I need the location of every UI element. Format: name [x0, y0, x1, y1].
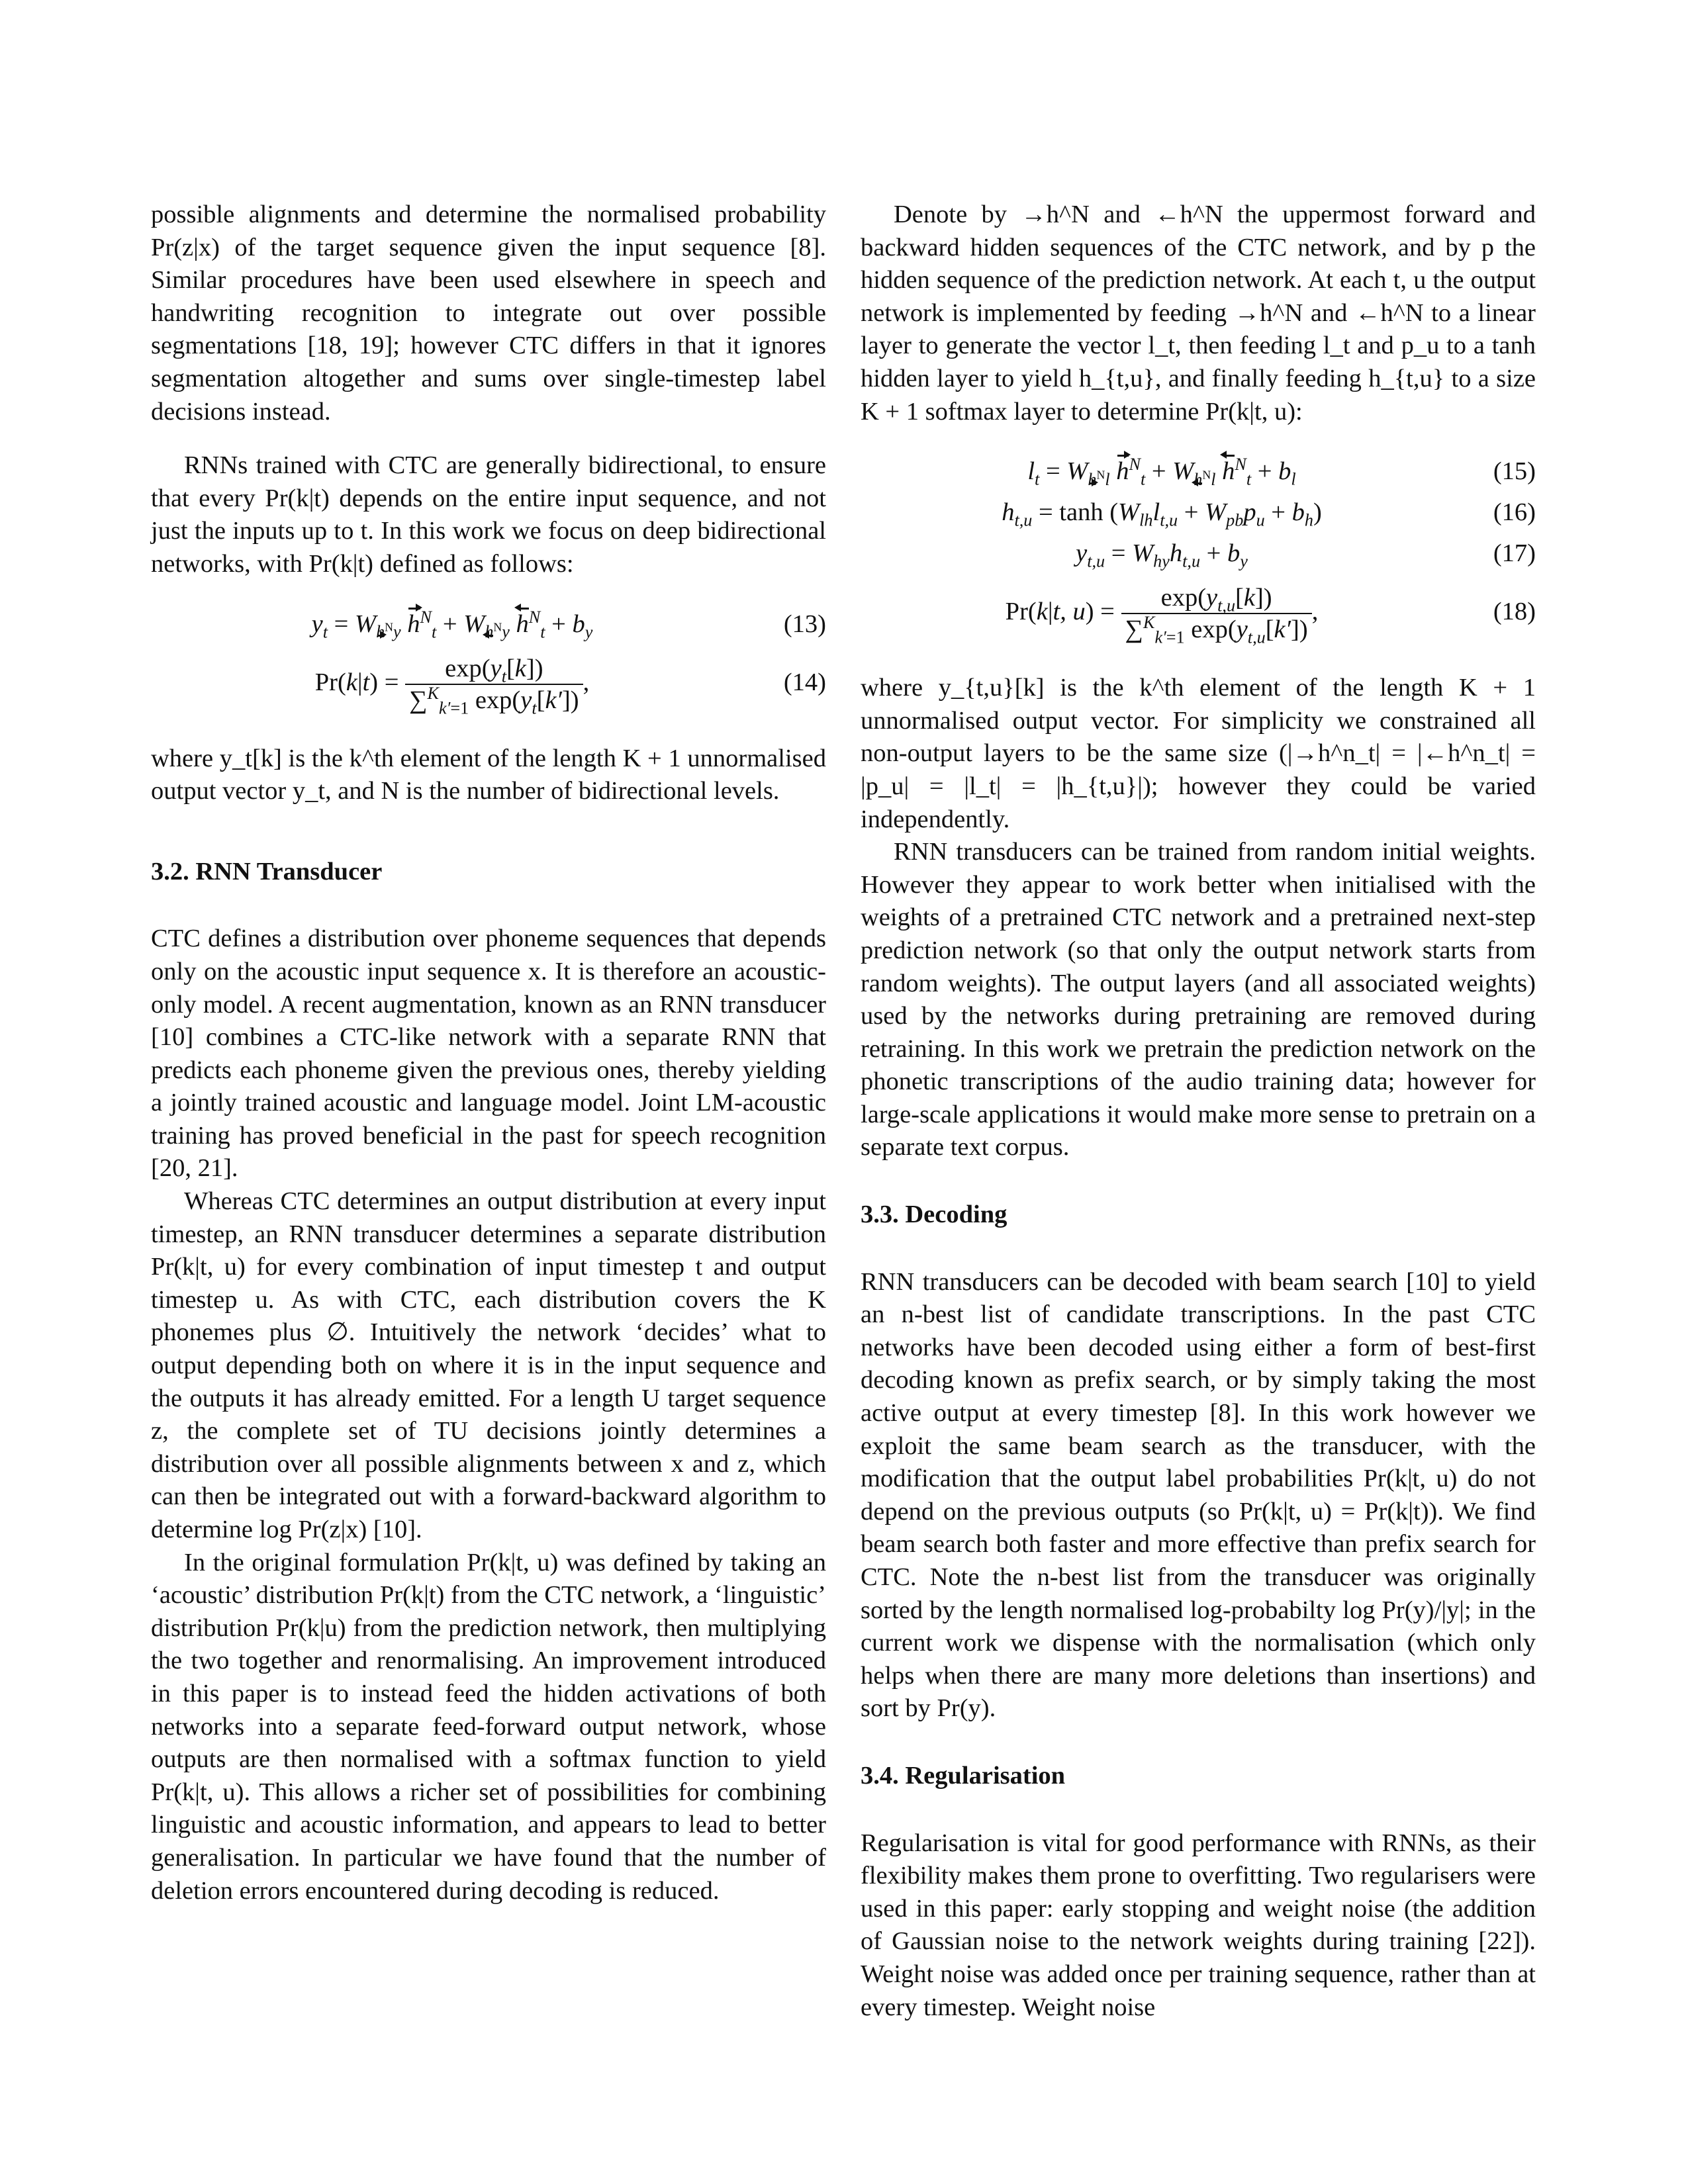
spacer [861, 428, 1536, 449]
spacer [861, 1725, 1536, 1760]
spacer [861, 651, 1536, 672]
left-paragraph-1: possible alignments and determine the normalised probability Pr(z|x) of the target sequence given the input sequence [8]. Similar procedures have been used elsewhere in speech and handwriting recognition to integrate out over possible segmentations [18, 19]; however CTC differs in that it ignores segmentation altogether and sums over single-timestep label decisions instead. [151, 201, 826, 426]
section-heading-3-2: 3.2. RNN Transducer [151, 857, 383, 886]
equation-14-number: (14) [783, 668, 826, 696]
equation-15-number: (15) [1493, 457, 1536, 486]
left-paragraph-2: RNNs trained with CTC are generally bidirectional, to ensure that every Pr(k|t) depends on the entire input sequence, and not just the inputs up to t. In this work we focus on deep bidirectional networks, with Pr(k|t) defined as follows: [151, 451, 826, 578]
left-paragraph-6: In the original formulation Pr(k|t, u) was defined by taking an ‘acoustic’ distribution Pr(k|t) from the CTC network, a ‘linguistic’ distribution Pr(k|u) from the prediction network, then multiplying the two together and renormalising. An improvement introduced in this paper is to instead feed the hidden activations of both networks into a separate feed-forward output network, whose outputs are then normalised with a softmax function to yield Pr(k|t, u). This allows a richer set of possibilities for combining linguistic and acoustic information, and appears to lead to better generalisation. In particular we have found that the number of deletion errors encountered during decoding is reduced. [151, 1548, 826, 1905]
equation-16 [861, 493, 1536, 531]
spacer [861, 1232, 1536, 1266]
section-heading-3-4: 3.4. Regularisation [861, 1761, 1066, 1790]
equation-14 [151, 646, 826, 719]
section-heading-3-3: 3.3. Decoding [861, 1201, 1008, 1229]
equation-18 [861, 575, 1536, 648]
equation-14-body: Pr(k|t) = $\frac{\exp(y_t[k])}{\sum^K_{k'=1} \exp(y_t[k'])}$ , [314, 654, 590, 718]
spacer [861, 1164, 1536, 1199]
equation-18-number: (18) [1493, 598, 1536, 626]
spacer [151, 428, 826, 449]
spacer [151, 808, 826, 856]
left-paragraph-3: where y_t[k] is the k^th element of the length K + 1 unnormalised output vector y_t, and N is the number of bidirectional levels. [151, 744, 826, 805]
equation-17 [861, 534, 1536, 572]
spacer [151, 888, 826, 923]
right-paragraph-5: Regularisation is vital for good performance with RNNs, as their flexibility makes them prone to overfitting. Two regularisers were used in this paper: early stopping and weight noise (the addition of Gaussian noise to the network weights during training [22]). Weight noise was added once per training sequence, rather than at every timestep. Weight noise [861, 1829, 1536, 2021]
right-paragraph-2: where y_{t,u}[k] is the k^th element of the length K + 1 unnormalised output vector. For simplicity we constrained all non-output layers to be the same size (|→h^n_t| = |←h^n_t| = |p_u| = |l_t| = |h_{t,u}|); however they could be varied independently. [861, 674, 1536, 833]
left-paragraph-5: Whereas CTC determines an output distribution at every input timestep, an RNN transducer determines a separate distribution Pr(k|t, u) for every combination of input timestep t and output timestep u. As with CTC, each distribution covers the K phonemes plus ∅. Intuitively the network ‘decides’ what to output depending both on where it is in the input sequence and the outputs it has already emitted. For a length U target sequence z, the complete set of TU decisions jointly determines a distribution over all possible alignments between x and z, which can then be integrated out with a forward-backward algorithm to determine log Pr(z|x) [10]. [151, 1187, 826, 1543]
equation-16-number: (16) [1493, 498, 1536, 527]
spacer [151, 581, 826, 602]
right-paragraph-3: RNN transducers can be trained from random initial weights. However they appear to work better when initialised with the weights of a pretrained CTC network and a pretrained next-step prediction network (so that only the output network starts from random weights). The output layers (and all associated weights) used by the networks during pretraining are removed during retraining. In this work we pretrain the prediction network on the phonetic transcriptions of the audio training data; however for large-scale applications it would make more sense to pretrain on a separate text corpus. [861, 838, 1536, 1161]
equation-13-number: (13) [783, 610, 826, 638]
right-paragraph-1: Denote by →h^N and ←h^N the uppermost forward and backward hidden sequences of the CTC network, and by p the hidden sequence of the prediction network. At each t, u the output network is implemented by feeding →h^N and ←h^N to a linear layer to generate the vector l_t, then feeding l_t and p_u to a tanh hidden layer to yield h_{t,u}, and finally feeding h_{t,u} to a size K + 1 softmax layer to determine Pr(k|t, u): [861, 201, 1536, 426]
equation-13-body: $y_t = W_{h^Ny}$ $h^N_t + W_{h^Ny}$ $h^N_t + b_y$ [151, 605, 753, 643]
left-column [151, 199, 826, 1907]
equation-17-number: (17) [1493, 539, 1536, 568]
right-paragraph-4: RNN transducers can be decoded with beam search [10] to yield an n-best list of candidate transcriptions. In the past CTC networks have been decoded using either a form of best-first decoding known as prefix search, or by simply taking the most active output at every timestep [8]. In this work however we exploit the same beam search as the transducer, with the modification that the output label probabilities Pr(k|t, u) do not depend on the previous outputs (so Pr(k|t, u) = Pr(k|t)). We find beam search both faster and more effective than prefix search for CTC. Note the n-best list from the transducer was originally sorted by the length normalised log-probabilty log Pr(y)/|y|; in the current work we dispense with the normalisation (which only helps when there are many more deletions than insertions) and sort by Pr(y). [861, 1267, 1536, 1723]
equation-17-body: $y_{t,u} = W_{hy}h_{t,u} + b_y$ [1076, 539, 1248, 571]
equation-15-body: $l_t = W_{h^Nl}$ $h^N_t + W_{h^Nl}$ $h^N_t + b_l$ [861, 452, 1463, 490]
equation-16-body: $h_{t,u} = \tanh (W_{lh}l_{t,u} + W_{pb}p_u + b_h)$ [1002, 498, 1322, 530]
spacer [151, 721, 826, 743]
spacer [861, 1793, 1536, 1827]
left-paragraph-4: CTC defines a distribution over phoneme sequences that depends only on the acoustic input sequence x. It is therefore an acoustic-only model. A recent augmentation, known as an RNN transducer [10] combines a CTC-like network with a separate RNN that predicts each phoneme given the previous ones, thereby yielding a jointly trained acoustic and language model. Joint LM-acoustic training has proved beneficial in the past for speech recognition [20, 21]. [151, 925, 826, 1183]
right-column [861, 199, 1536, 2024]
equation-13 [151, 605, 826, 643]
equation-18-body: Pr(k|t, u) = $\frac{\exp(y_{t,u}[k])}{\sum^K_{k'=1} \exp(y_{t,u}[k'])}$ , [1005, 584, 1319, 648]
equation-15 [861, 452, 1536, 490]
